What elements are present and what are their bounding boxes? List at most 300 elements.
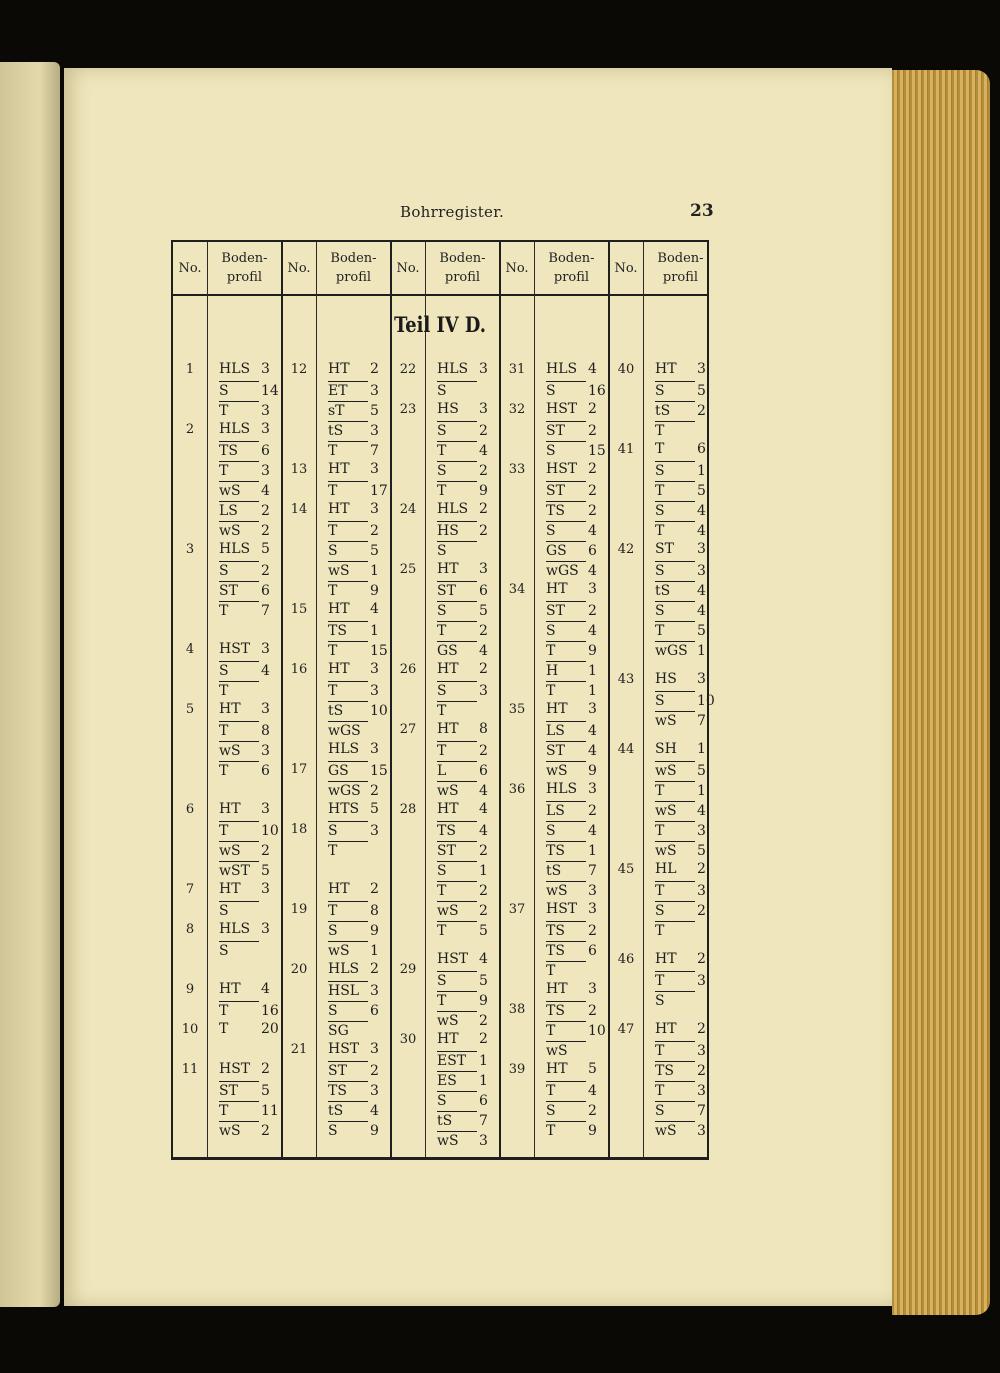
layer-depth: 5 [479, 973, 488, 989]
column-rule [643, 242, 644, 1157]
layer-depth: 1 [588, 663, 597, 679]
layer-depth: 3 [697, 1043, 706, 1059]
soil-symbol: ST [655, 541, 674, 557]
layer-depth: 4 [479, 823, 488, 839]
soil-symbol: HT [546, 981, 568, 997]
profile-entry [328, 661, 390, 677]
borehole-number: 21 [290, 1042, 308, 1057]
soil-symbol: TS [546, 1001, 586, 1019]
layer-depth: 1 [697, 643, 706, 659]
borehole-register-table [171, 240, 715, 1160]
profile-entry [437, 661, 499, 677]
layer-depth: 7 [588, 863, 597, 879]
soil-symbol: T [655, 621, 695, 639]
borehole-number: 14 [290, 502, 308, 517]
profile-entry [328, 681, 390, 699]
soil-symbol: ST [546, 741, 586, 759]
profile-entry [655, 841, 717, 859]
column-rule [207, 242, 208, 1157]
profile-entry [437, 951, 499, 967]
profile-entry [546, 521, 608, 539]
soil-symbol: HS [437, 401, 459, 417]
profile-entry [219, 1021, 281, 1037]
layer-depth: 3 [479, 401, 488, 417]
soil-symbol: ST [219, 581, 259, 599]
layer-depth: 2 [370, 783, 379, 799]
profile-entry [328, 981, 390, 999]
soil-symbol: S [328, 1001, 368, 1019]
profile-entry [219, 941, 281, 959]
soil-symbol: S [546, 521, 586, 539]
soil-symbol: S [546, 441, 586, 459]
soil-symbol: HLS [328, 961, 360, 977]
soil-symbol: HLS [546, 781, 578, 797]
profile-entry [546, 381, 608, 399]
layer-depth: 1 [588, 683, 597, 699]
layer-depth: 2 [588, 923, 597, 939]
soil-symbol: T [437, 441, 477, 459]
soil-symbol: TS [546, 501, 586, 519]
layer-depth: 3 [370, 423, 379, 439]
column-rule [608, 242, 610, 1157]
soil-symbol: HT [328, 881, 350, 897]
borehole-number: 12 [290, 362, 308, 377]
soil-symbol: T [655, 881, 695, 899]
profile-entry [219, 1101, 281, 1119]
soil-symbol: HL [655, 861, 677, 877]
layer-depth: 4 [479, 951, 488, 967]
layer-depth: 1 [479, 1073, 488, 1089]
profile-entry [328, 1121, 390, 1139]
profile-entry [546, 1101, 608, 1119]
header-no: No. [614, 260, 638, 276]
profile-entry [655, 881, 717, 899]
soil-symbol: T [219, 721, 259, 739]
soil-symbol: S [219, 661, 259, 679]
soil-symbol: HST [546, 401, 578, 417]
soil-symbol: HT [437, 801, 459, 817]
layer-depth: 6 [370, 1003, 379, 1019]
profile-entry [655, 671, 717, 687]
profile-entry [328, 401, 390, 419]
borehole-number: 30 [399, 1032, 417, 1047]
soil-symbol: T [328, 841, 368, 859]
section-heading: Teil IV D. [394, 312, 486, 337]
column-rule [390, 242, 392, 1157]
soil-symbol: ST [437, 841, 477, 859]
profile-entry [219, 821, 281, 839]
profile-entry [655, 401, 717, 419]
profile-entry [546, 401, 608, 417]
profile-entry [655, 971, 717, 989]
layer-depth: 1 [697, 783, 706, 799]
layer-depth: 6 [588, 943, 597, 959]
borehole-number: 17 [290, 762, 308, 777]
facing-page-edge [0, 62, 60, 1307]
profile-entry [655, 561, 717, 579]
profile-entry [546, 761, 608, 779]
soil-symbol: S [437, 421, 477, 439]
profile-entry [328, 541, 390, 559]
layer-depth: 5 [370, 801, 379, 817]
layer-depth: 3 [261, 403, 270, 419]
soil-symbol: tS [328, 1101, 368, 1119]
soil-symbol: LS [219, 501, 259, 519]
borehole-number: 1 [185, 362, 195, 377]
profile-entry [437, 581, 499, 599]
profile-entry [546, 361, 608, 377]
borehole-number: 47 [617, 1022, 635, 1037]
soil-symbol: wS [437, 1011, 477, 1029]
profile-entry [655, 951, 717, 967]
profile-entry [655, 381, 717, 399]
profile-entry [219, 601, 281, 619]
soil-symbol: S [655, 561, 695, 579]
soil-symbol: S [655, 381, 695, 399]
layer-depth: 2 [697, 951, 706, 967]
borehole-number: 41 [617, 442, 635, 457]
soil-symbol: HLS [219, 921, 251, 937]
header-no: No. [178, 260, 202, 276]
profile-entry [219, 721, 281, 739]
soil-symbol: GS [328, 761, 368, 779]
layer-depth: 2 [370, 523, 379, 539]
soil-symbol: T [546, 961, 586, 979]
layer-depth: 5 [261, 863, 270, 879]
profile-entry [219, 661, 281, 679]
layer-depth: 4 [479, 783, 488, 799]
layer-depth: 7 [261, 603, 270, 619]
layer-depth: 2 [479, 883, 488, 899]
layer-depth: 5 [588, 1061, 597, 1077]
soil-symbol: HSL [328, 981, 368, 999]
soil-symbol: HT [328, 601, 350, 617]
borehole-number: 18 [290, 822, 308, 837]
profile-entry [219, 701, 281, 717]
layer-depth: 3 [588, 901, 597, 917]
profile-entry [328, 1081, 390, 1099]
layer-depth: 5 [370, 543, 379, 559]
layer-depth: 1 [370, 623, 379, 639]
profile-entry [546, 801, 608, 819]
soil-symbol: HLS [219, 361, 251, 377]
profile-entry [655, 601, 717, 619]
soil-symbol: ST [546, 481, 586, 499]
layer-depth: 2 [697, 403, 706, 419]
profile-entry [546, 1081, 608, 1099]
soil-symbol: T [328, 441, 368, 459]
layer-depth: 17 [370, 483, 388, 499]
layer-depth: 3 [370, 661, 379, 677]
borehole-number: 43 [617, 672, 635, 687]
borehole-number: 32 [508, 402, 526, 417]
soil-symbol: T [219, 681, 259, 699]
soil-symbol: T [219, 401, 259, 419]
layer-depth: 16 [261, 1003, 279, 1019]
soil-symbol: T [328, 581, 368, 599]
soil-symbol: HT [546, 701, 568, 717]
soil-symbol: TS [546, 941, 586, 959]
layer-depth: 4 [261, 663, 270, 679]
soil-symbol: HT [328, 461, 350, 477]
layer-depth: 2 [479, 1031, 488, 1047]
soil-symbol: wS [437, 781, 477, 799]
soil-symbol: TS [546, 841, 586, 859]
layer-depth: 2 [479, 501, 488, 517]
profile-entry [546, 621, 608, 639]
soil-symbol: S [328, 921, 368, 939]
layer-depth: 14 [261, 383, 279, 399]
profile-entry [437, 1091, 499, 1109]
layer-depth: 6 [261, 443, 270, 459]
layer-depth: 2 [588, 423, 597, 439]
layer-depth: 2 [479, 843, 488, 859]
profile-entry [546, 1121, 608, 1139]
header-rule [173, 294, 707, 296]
profile-entry [546, 681, 608, 699]
profile-entry [655, 691, 717, 709]
layer-depth: 1 [697, 463, 706, 479]
borehole-number: 38 [508, 1002, 526, 1017]
profile-entry [655, 641, 717, 659]
soil-symbol: S [655, 461, 695, 479]
layer-depth: 9 [370, 1123, 379, 1139]
profile-entry [437, 821, 499, 839]
borehole-number: 34 [508, 582, 526, 597]
header-no: No. [287, 260, 311, 276]
soil-symbol: T [219, 1101, 259, 1119]
soil-symbol: S [546, 621, 586, 639]
borehole-number: 46 [617, 952, 635, 967]
soil-symbol: wS [328, 941, 368, 959]
soil-symbol: HT [655, 951, 677, 967]
layer-depth: 2 [261, 523, 270, 539]
soil-symbol: L [437, 761, 477, 779]
profile-entry [437, 701, 499, 719]
layer-depth: 3 [370, 383, 379, 399]
layer-depth: 3 [370, 983, 379, 999]
profile-entry [546, 461, 608, 477]
soil-symbol: S [546, 821, 586, 839]
profile-entry [546, 901, 608, 917]
layer-depth: 7 [479, 1113, 488, 1129]
profile-entry [437, 361, 499, 377]
layer-depth: 8 [261, 723, 270, 739]
soil-symbol: HT [655, 361, 677, 377]
soil-symbol: wS [219, 841, 259, 859]
layer-depth: 4 [697, 583, 706, 599]
profile-entry [655, 441, 717, 457]
layer-depth: 4 [588, 623, 597, 639]
layer-depth: 3 [370, 683, 379, 699]
layer-depth: 2 [588, 483, 597, 499]
header-profile [643, 242, 718, 294]
layer-depth: 4 [588, 361, 597, 377]
soil-symbol: HT [437, 661, 459, 677]
soil-symbol: S [219, 901, 259, 919]
layer-depth: 3 [261, 701, 270, 717]
layer-depth: 3 [697, 1083, 706, 1099]
profile-entry [219, 501, 281, 519]
layer-depth: 3 [697, 823, 706, 839]
profile-entry [655, 1041, 717, 1059]
layer-depth: 2 [261, 843, 270, 859]
soil-symbol: wS [546, 881, 586, 899]
profile-entry [546, 1061, 608, 1077]
borehole-number: 33 [508, 462, 526, 477]
borehole-number: 13 [290, 462, 308, 477]
soil-symbol: HST [219, 641, 251, 657]
profile-entry [219, 1081, 281, 1099]
layer-depth: 15 [588, 443, 606, 459]
layer-depth: 2 [588, 803, 597, 819]
borehole-number: 36 [508, 782, 526, 797]
soil-symbol: HT [328, 361, 350, 377]
profile-entry [546, 421, 608, 439]
profile-entry [546, 701, 608, 717]
layer-depth: 3 [370, 741, 379, 757]
soil-symbol: wGS [328, 721, 368, 739]
soil-symbol: wGS [546, 561, 586, 579]
soil-symbol: TS [219, 441, 259, 459]
layer-depth: 6 [479, 1093, 488, 1109]
layer-depth: 3 [588, 581, 597, 597]
soil-symbol: S [437, 971, 477, 989]
layer-depth: 4 [370, 1103, 379, 1119]
profile-entry [655, 581, 717, 599]
profile-entry [437, 461, 499, 479]
profile-entry [655, 501, 717, 519]
soil-symbol: HT [437, 1031, 459, 1047]
profile-entry [437, 881, 499, 899]
soil-symbol: tS [328, 701, 368, 719]
profile-entry [328, 561, 390, 579]
layer-depth: 3 [479, 361, 488, 377]
profile-entry [328, 781, 390, 799]
soil-symbol: T [219, 761, 259, 779]
layer-depth: 5 [479, 603, 488, 619]
profile-entry [219, 761, 281, 779]
profile-entry [219, 521, 281, 539]
soil-symbol: S [655, 901, 695, 919]
layer-depth: 8 [479, 721, 488, 737]
profile-entry [655, 921, 717, 939]
borehole-number: 15 [290, 602, 308, 617]
borehole-number: 42 [617, 542, 635, 557]
layer-depth: 5 [261, 541, 270, 557]
soil-symbol: S [437, 861, 477, 879]
profile-entry [655, 361, 717, 377]
profile-entry [219, 581, 281, 599]
soil-symbol: HLS [437, 361, 469, 377]
borehole-number: 29 [399, 962, 417, 977]
profile-entry [219, 481, 281, 499]
layer-depth: 5 [697, 843, 706, 859]
soil-symbol: T [655, 781, 695, 799]
layer-depth: 4 [697, 603, 706, 619]
soil-symbol: S [437, 601, 477, 619]
profile-entry [219, 561, 281, 579]
soil-symbol: wS [546, 1041, 586, 1059]
soil-symbol: EST [437, 1051, 477, 1069]
borehole-number: 20 [290, 962, 308, 977]
soil-symbol: wST [219, 861, 259, 879]
profile-entry [437, 601, 499, 619]
soil-symbol: T [328, 901, 368, 919]
profile-entry [437, 481, 499, 499]
layer-depth: 6 [479, 583, 488, 599]
header-profile-line: Boden- [548, 251, 595, 266]
profile-entry [655, 621, 717, 639]
layer-depth: 20 [261, 1021, 279, 1037]
profile-entry [437, 501, 499, 517]
layer-depth: 2 [588, 1003, 597, 1019]
layer-depth: 15 [370, 763, 388, 779]
profile-entry [219, 841, 281, 859]
borehole-number: 7 [185, 882, 195, 897]
borehole-number: 31 [508, 362, 526, 377]
layer-depth: 6 [479, 763, 488, 779]
soil-symbol: T [219, 601, 259, 619]
soil-symbol: wS [437, 1131, 477, 1149]
layer-depth: 3 [261, 881, 270, 897]
profile-entry [219, 401, 281, 419]
profile-entry [655, 521, 717, 539]
soil-symbol: ST [437, 581, 477, 599]
profile-entry [546, 541, 608, 559]
borehole-number: 2 [185, 422, 195, 437]
soil-symbol: HT [437, 561, 459, 577]
soil-symbol: wS [328, 561, 368, 579]
running-head: Bohrregister. [400, 203, 505, 221]
profile-entry [437, 781, 499, 799]
book-page-edges [892, 70, 990, 1315]
soil-symbol: wS [655, 1121, 695, 1139]
borehole-number: 6 [185, 802, 195, 817]
soil-symbol: wS [219, 741, 259, 759]
profile-entry [328, 921, 390, 939]
borehole-number: 44 [617, 742, 635, 757]
profile-entry [437, 381, 499, 399]
profile-entry [655, 801, 717, 819]
layer-depth: 3 [697, 671, 706, 687]
soil-symbol: T [655, 971, 695, 989]
profile-entry [546, 661, 608, 679]
profile-entry [655, 991, 717, 1009]
soil-symbol: S [546, 1101, 586, 1119]
profile-entry [546, 741, 608, 759]
profile-entry [219, 681, 281, 699]
profile-entry [437, 1111, 499, 1129]
header-no: No. [396, 260, 420, 276]
soil-symbol: T [437, 481, 477, 499]
profile-entry [328, 801, 390, 817]
layer-depth: 4 [697, 803, 706, 819]
profile-entry [655, 541, 717, 557]
header-profile-line: Boden- [330, 251, 377, 266]
profile-entry [655, 761, 717, 779]
profile-entry [437, 801, 499, 817]
profile-entry [219, 1061, 281, 1077]
profile-entry [655, 1121, 717, 1139]
soil-symbol: T [219, 461, 259, 479]
soil-symbol: HST [219, 1061, 251, 1077]
soil-symbol: S [655, 601, 695, 619]
profile-entry [219, 361, 281, 377]
profile-entry [219, 861, 281, 879]
layer-depth: 3 [588, 883, 597, 899]
column-rule [281, 242, 283, 1157]
